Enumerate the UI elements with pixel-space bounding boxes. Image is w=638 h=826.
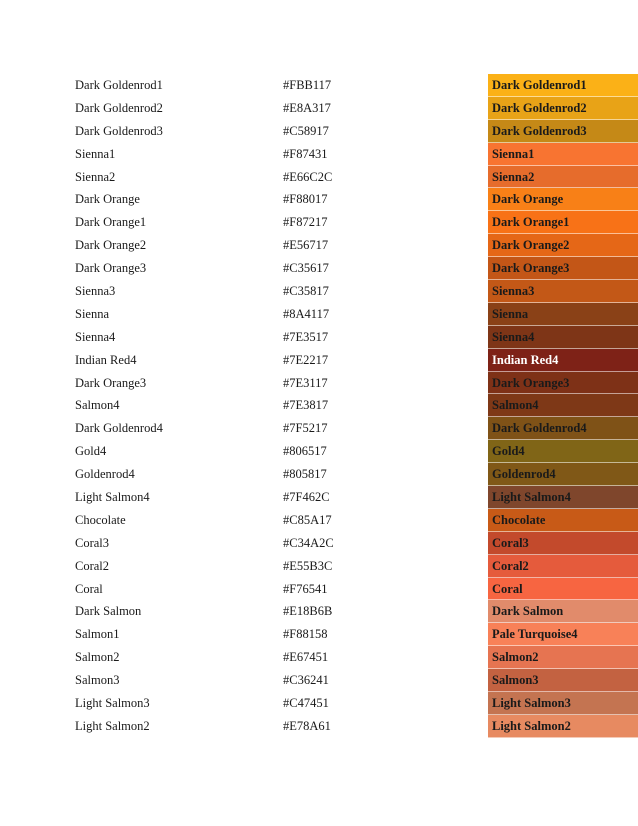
hex-code-cell: #C85A17	[283, 512, 332, 527]
table-row	[0, 578, 638, 601]
table-row	[0, 211, 638, 234]
color-swatch-cell: Sienna1	[488, 143, 638, 166]
table-row	[0, 509, 638, 532]
table-row	[0, 417, 638, 440]
color-name-cell: Salmon1	[75, 627, 120, 642]
hex-code-cell: #8A4117	[283, 306, 330, 321]
color-name-cell: Dark Goldenrod4	[75, 421, 163, 436]
hex-code-cell: #C36241	[283, 673, 329, 688]
table-row	[0, 440, 638, 463]
color-name-cell: Dark Orange	[75, 192, 140, 207]
hex-code-cell: #F76541	[283, 581, 328, 596]
table-row	[0, 143, 638, 166]
hex-code-cell: #E66C2C	[283, 169, 333, 184]
color-name-cell: Salmon3	[75, 673, 120, 688]
color-name-cell: Sienna	[75, 306, 110, 321]
color-name-cell: Light Salmon4	[75, 490, 150, 505]
color-name-cell: Dark Goldenrod2	[75, 100, 163, 115]
hex-code-cell: #E18B6B	[283, 604, 333, 619]
table-row	[0, 623, 638, 646]
color-name-cell: Indian Red4	[75, 352, 137, 367]
color-swatch-cell: Indian Red4	[488, 349, 638, 372]
hex-code-cell: #F88017	[283, 192, 328, 207]
color-name-cell: Coral	[75, 581, 103, 596]
table-row	[0, 349, 638, 372]
hex-code-cell: #C47451	[283, 696, 329, 711]
hex-code-cell: #E67451	[283, 650, 329, 665]
color-name-cell: Sienna4	[75, 329, 116, 344]
color-swatch-cell: Dark Orange3	[488, 257, 638, 280]
color-name-cell: Dark Orange1	[75, 215, 147, 230]
color-name-cell: Dark Orange3	[75, 375, 147, 390]
hex-code-cell: #7E3817	[283, 398, 329, 413]
hex-code-cell: #E55B3C	[283, 558, 333, 573]
table-row	[0, 326, 638, 349]
color-swatch-cell: Salmon3	[488, 669, 638, 692]
table-row	[0, 97, 638, 120]
color-name-cell: Salmon2	[75, 650, 120, 665]
hex-code-cell: #7E3117	[283, 375, 328, 390]
color-swatch-cell: Dark Goldenrod1	[488, 74, 638, 97]
hex-code-cell: #FBB117	[283, 78, 332, 92]
color-swatch-cell: Coral2	[488, 555, 638, 578]
table-row	[0, 555, 638, 578]
table-row	[0, 715, 638, 738]
color-name-cell: Dark Orange2	[75, 238, 147, 253]
color-name-cell: Dark Goldenrod3	[75, 123, 163, 138]
color-name-cell: Coral2	[75, 558, 110, 573]
table-row	[0, 600, 638, 623]
color-name-cell: Coral3	[75, 535, 110, 550]
color-name-cell: Sienna3	[75, 284, 116, 299]
color-swatch-cell: Light Salmon4	[488, 486, 638, 509]
table-row	[0, 532, 638, 555]
table-row	[0, 669, 638, 692]
hex-code-cell: #7E3517	[283, 329, 329, 344]
color-swatch-cell: Light Salmon3	[488, 692, 638, 715]
hex-code-cell: #F88158	[283, 627, 328, 642]
table-row	[0, 372, 638, 395]
color-name-cell: Light Salmon3	[75, 696, 150, 711]
hex-code-cell: #F87217	[283, 215, 328, 230]
table-row	[0, 120, 638, 143]
hex-code-cell: #7F5217	[283, 421, 328, 436]
hex-code-cell: #E56717	[283, 238, 329, 253]
color-name-cell: Goldenrod4	[75, 467, 135, 482]
table-row	[0, 257, 638, 280]
table-row	[0, 692, 638, 715]
color-swatch-cell: Dark Orange2	[488, 234, 638, 257]
color-swatch-cell: Coral3	[488, 532, 638, 555]
color-swatch-cell: Sienna	[488, 303, 638, 326]
color-name-cell: Dark Goldenrod1	[75, 78, 163, 92]
color-name-cell: Sienna2	[75, 169, 116, 184]
color-swatch-cell: Dark Orange	[488, 188, 638, 211]
color-name-cell: Light Salmon2	[75, 718, 150, 733]
hex-code-cell: #C35617	[283, 261, 329, 276]
hex-code-cell: #7F462C	[283, 490, 330, 505]
color-swatch-cell: Sienna2	[488, 166, 638, 189]
table-row	[0, 166, 638, 189]
color-swatch-cell: Pale Turquoise4	[488, 623, 638, 646]
table-row	[0, 486, 638, 509]
color-name-cell: Dark Orange3	[75, 261, 147, 276]
color-swatch-cell: Gold4	[488, 440, 638, 463]
color-name-cell: Salmon4	[75, 398, 120, 413]
color-swatch-cell: Salmon2	[488, 646, 638, 669]
color-swatch-cell: Dark Goldenrod4	[488, 417, 638, 440]
color-swatch-cell: Dark Goldenrod2	[488, 97, 638, 120]
hex-code-cell: #C34A2C	[283, 535, 334, 550]
table-row	[0, 74, 638, 97]
color-swatch-cell: Dark Salmon	[488, 600, 638, 623]
color-swatch-cell: Goldenrod4	[488, 463, 638, 486]
table-row	[0, 463, 638, 486]
color-swatch-cell: Dark Goldenrod3	[488, 120, 638, 143]
hex-code-cell: #C58917	[283, 123, 329, 138]
color-swatch-cell: Salmon4	[488, 394, 638, 417]
hex-code-cell: #E78A61	[283, 718, 331, 733]
table-row	[0, 234, 638, 257]
color-swatch-cell: Chocolate	[488, 509, 638, 532]
color-table	[0, 74, 638, 738]
table-row	[0, 303, 638, 326]
table-row	[0, 646, 638, 669]
color-name-cell: Gold4	[75, 444, 107, 459]
hex-code-cell: #E8A317	[283, 100, 331, 115]
color-name-cell: Chocolate	[75, 512, 126, 527]
color-name-cell: Sienna1	[75, 146, 116, 161]
color-swatch-cell: Dark Orange1	[488, 211, 638, 234]
table-row	[0, 280, 638, 303]
hex-code-cell: #F87431	[283, 146, 328, 161]
hex-code-cell: #806517	[283, 444, 327, 459]
table-row	[0, 394, 638, 417]
hex-code-cell: #C35817	[283, 284, 329, 299]
table-row	[0, 188, 638, 211]
color-swatch-cell: Sienna3	[488, 280, 638, 303]
color-swatch-cell: Sienna4	[488, 326, 638, 349]
color-swatch-cell: Coral	[488, 578, 638, 601]
hex-code-cell: #7E2217	[283, 352, 329, 367]
color-swatch-cell: Light Salmon2	[488, 715, 638, 738]
hex-code-cell: #805817	[283, 467, 327, 482]
color-name-cell: Dark Salmon	[75, 604, 142, 619]
color-swatch-cell: Dark Orange3	[488, 372, 638, 395]
